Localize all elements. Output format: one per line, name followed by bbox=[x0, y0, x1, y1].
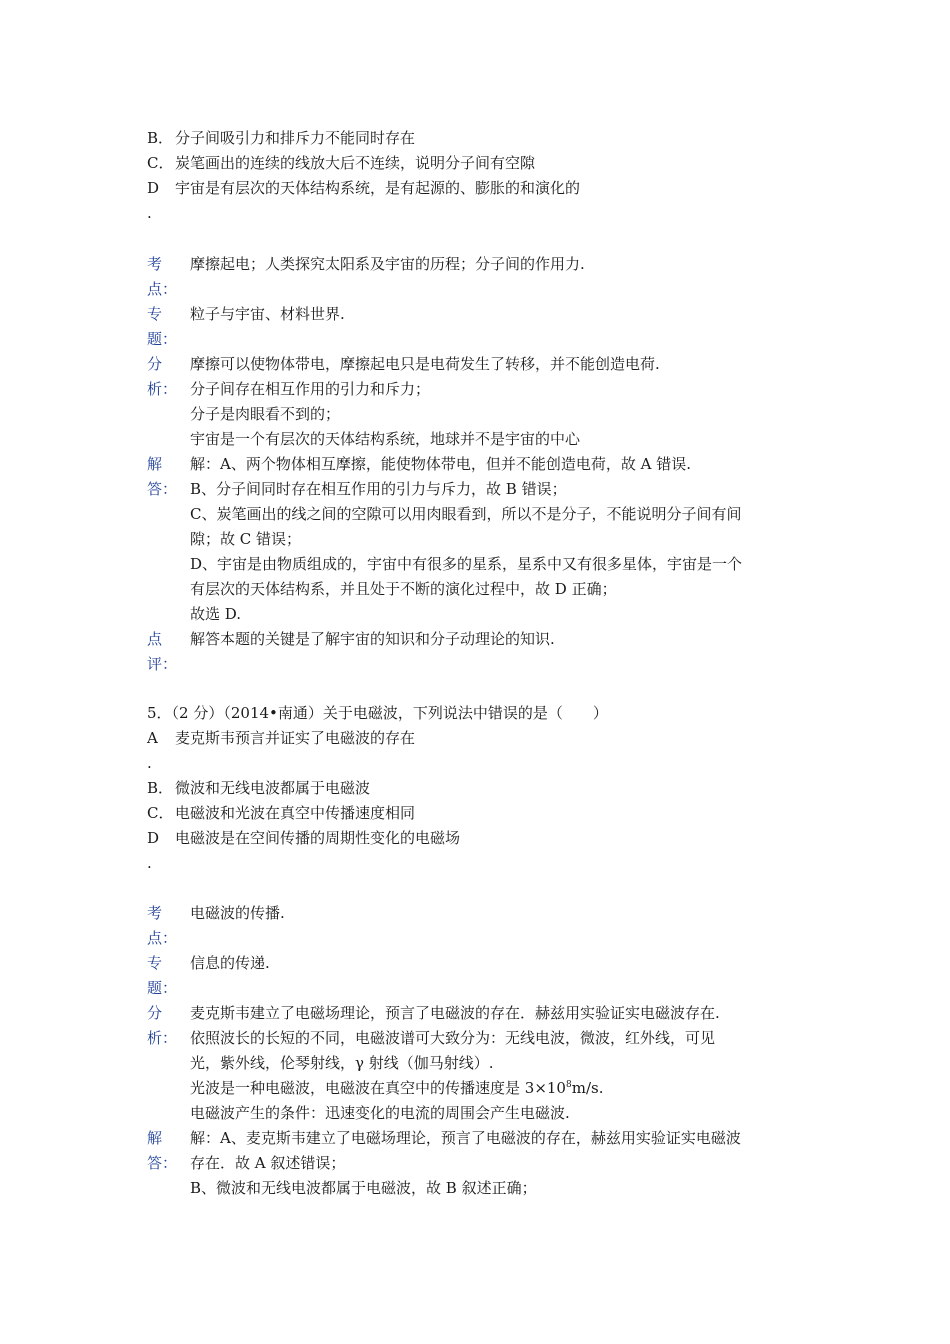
q5-fenxi-line: 依照波长的长短的不同，电磁波谱可大致分为：无线电波，微波，红外线，可见 bbox=[190, 1029, 716, 1047]
option-letter: D bbox=[147, 179, 160, 197]
q4-jieda-line: 有层次的天体结构系，并且处于不断的演化过程中，故 D 正确； bbox=[190, 580, 617, 598]
q4-zhuanti-text: 粒子与宇宙、材料世界. bbox=[190, 305, 345, 323]
q5-kaodian-label-2: 点： bbox=[147, 929, 178, 947]
q5-option-a-dot: . bbox=[147, 754, 152, 772]
q4-dianping-text: 解答本题的关键是了解宇宙的知识和分子动理论的知识. bbox=[190, 630, 555, 648]
q5-jieda-label-2: 答： bbox=[147, 1154, 178, 1172]
option-text: 宇宙是有层次的天体结构系统，是有起源的、膨胀的和演化的 bbox=[175, 179, 581, 197]
q5-zhuanti-label-1: 专 bbox=[147, 954, 163, 972]
q4-fenxi-line: 分子间存在相互作用的引力和斥力； bbox=[190, 380, 431, 398]
option-text: 分子间吸引力和排斥力不能同时存在 bbox=[175, 129, 416, 147]
q4-jieda-line: C、炭笔画出的线之间的空隙可以用肉眼看到，所以不是分子，不能说明分子间有间 bbox=[190, 505, 742, 523]
option-letter: A bbox=[147, 729, 158, 747]
q5-option-d-dot: . bbox=[147, 854, 152, 872]
speed-exponent: 8 bbox=[565, 1080, 572, 1090]
q4-fenxi-line: 摩擦可以使物体带电，摩擦起电只是电荷发生了转移，并不能创造电荷. bbox=[190, 355, 660, 373]
q4-fenxi-line: 分子是肉眼看不到的； bbox=[190, 405, 341, 423]
q5-option-a bbox=[147, 728, 415, 748]
q4-option-d bbox=[147, 178, 580, 198]
q5-jieda-label-1: 解 bbox=[147, 1129, 163, 1147]
q4-zhuanti-label-2: 题： bbox=[147, 330, 178, 348]
option-letter: B． bbox=[147, 129, 174, 147]
q5-kaodian-text: 电磁波的传播. bbox=[190, 904, 285, 922]
q5-jieda-line: 解：A、麦克斯韦建立了电磁场理论，预言了电磁波的存在，赫兹用实验证实电磁波 bbox=[190, 1129, 741, 1147]
q5-jieda-line: B、微波和无线电波都属于电磁波，故 B 叙述正确； bbox=[190, 1179, 537, 1197]
option-letter: C． bbox=[147, 804, 174, 822]
q5-option-c bbox=[147, 803, 415, 823]
q4-fenxi-label-2: 析： bbox=[147, 380, 178, 398]
q4-option-d-dot: . bbox=[147, 204, 152, 222]
option-text: 麦克斯韦预言并证实了电磁波的存在 bbox=[175, 729, 416, 747]
q5-fenxi-line: 电磁波产生的条件：迅速变化的电流的周围会产生电磁波. bbox=[190, 1104, 570, 1122]
q4-option-c bbox=[147, 153, 535, 173]
q5-fenxi-label-2: 析： bbox=[147, 1029, 178, 1047]
option-text: 炭笔画出的连续的线放大后不连续，说明分子间有空隙 bbox=[175, 154, 536, 172]
option-text: 电磁波和光波在真空中传播速度相同 bbox=[175, 804, 416, 822]
q4-jieda-line: 故选 D. bbox=[190, 605, 242, 623]
q4-jieda-line: D、宇宙是由物质组成的，宇宙中有很多的星系，星系中又有很多星体，宇宙是一个 bbox=[190, 555, 743, 573]
q4-jieda-line: 解：A、两个物体相互摩擦，能使物体带电，但并不能创造电荷，故 A 错误. bbox=[190, 455, 691, 473]
q5-fenxi-line-speed bbox=[190, 1078, 603, 1098]
q4-zhuanti-label-1: 专 bbox=[147, 305, 163, 323]
q5-option-b bbox=[147, 778, 370, 798]
option-text: 微波和无线电波都属于电磁波 bbox=[175, 779, 371, 797]
q5-kaodian-label-1: 考 bbox=[147, 904, 163, 922]
q4-jieda-label-2: 答： bbox=[147, 480, 178, 498]
q4-fenxi-line: 宇宙是一个有层次的天体结构系统，地球并不是宇宙的中心 bbox=[190, 430, 581, 448]
speed-text: 光波是一种电磁波，电磁波在真空中的传播速度是 3×10 bbox=[190, 1079, 566, 1097]
option-letter: B． bbox=[147, 779, 174, 797]
option-letter: D bbox=[147, 829, 160, 847]
q4-jieda-line: B、分子间同时存在相互作用的引力与斥力，故 B 错误； bbox=[190, 480, 567, 498]
q5-option-d bbox=[147, 828, 460, 848]
q4-dianping-label-2: 评： bbox=[147, 655, 178, 673]
q5-stem: 5．（2 分）（2014•南通）关于电磁波，下列说法中错误的是（ ） bbox=[147, 704, 608, 722]
q5-jieda-line: 存在．故 A 叙述错误； bbox=[190, 1154, 346, 1172]
q4-jieda-label-1: 解 bbox=[147, 455, 163, 473]
q5-zhuanti-text: 信息的传递. bbox=[190, 954, 270, 972]
q5-fenxi-label-1: 分 bbox=[147, 1004, 163, 1022]
q4-kaodian-text: 摩擦起电；人类探究太阳系及宇宙的历程；分子间的作用力. bbox=[190, 255, 585, 273]
q4-dianping-label-1: 点 bbox=[147, 630, 163, 648]
q4-fenxi-label-1: 分 bbox=[147, 355, 163, 373]
option-text: 电磁波是在空间传播的周期性变化的电磁场 bbox=[175, 829, 461, 847]
speed-unit: m/s. bbox=[571, 1079, 604, 1097]
q5-fenxi-line: 麦克斯韦建立了电磁场理论，预言了电磁波的存在．赫兹用实验证实电磁波存在. bbox=[190, 1004, 720, 1022]
q4-kaodian-label-1: 考 bbox=[147, 255, 163, 273]
q4-kaodian-label-2: 点： bbox=[147, 280, 178, 298]
q4-option-b bbox=[147, 128, 415, 148]
q4-jieda-line: 隙；故 C 错误； bbox=[190, 530, 302, 548]
option-letter: C． bbox=[147, 154, 174, 172]
q5-fenxi-line: 光，紫外线，伦琴射线，γ 射线（伽马射线）. bbox=[190, 1054, 494, 1072]
q5-zhuanti-label-2: 题： bbox=[147, 979, 178, 997]
